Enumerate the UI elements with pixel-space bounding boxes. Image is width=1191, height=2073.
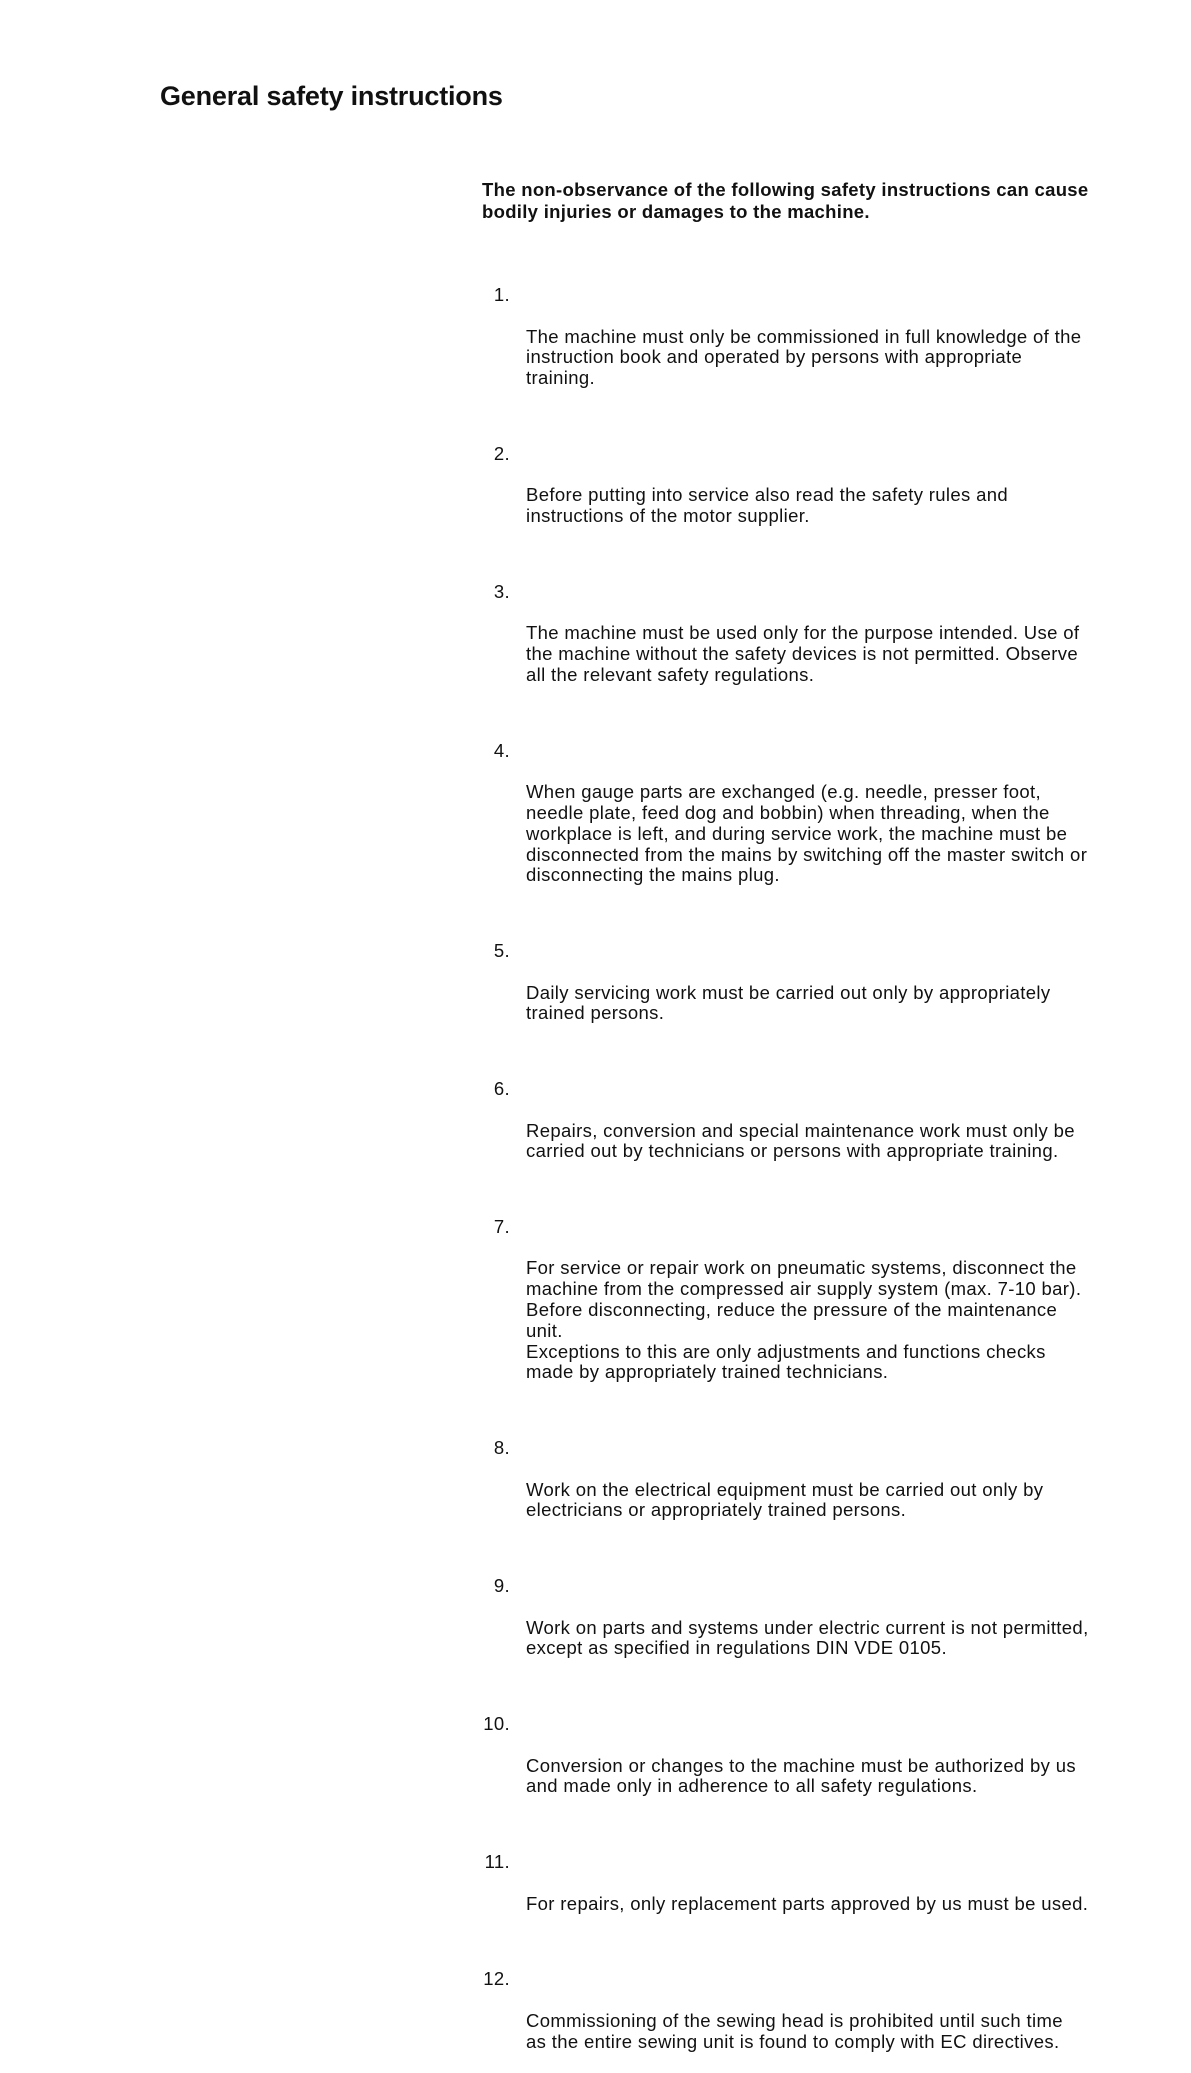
instruction-number: 7. — [493, 1215, 510, 1237]
instruction-text: Repairs, conversion and special maintenance work must only be carried out by technicians or persons with appropriate training. — [526, 1119, 1075, 1162]
instruction-item — [474, 1852, 1134, 1935]
instruction-item — [474, 582, 1134, 707]
instruction-text: Work on the electrical equipment must be carried out only by electricians or appropriately trained persons. — [526, 1478, 1044, 1521]
instruction-number: 4. — [493, 739, 510, 761]
instruction-item — [474, 1576, 1134, 1680]
instruction-item — [474, 285, 1134, 410]
instruction-number: 6. — [493, 1077, 510, 1099]
instruction-number: 11. — [484, 1851, 510, 1873]
instruction-item — [474, 1438, 1134, 1542]
page-title: General safety instructions — [160, 81, 503, 111]
instruction-item — [474, 1079, 1134, 1183]
instruction-number: 5. — [493, 939, 510, 961]
instruction-text: The machine must be used only for the purpose intended. Use of the machine without the safety devices is not permitted. Observe all the relevant safety regulations. — [526, 622, 1080, 685]
instruction-text: Before putting into service also read the safety rules and instructions of the motor supplier. — [526, 484, 1009, 527]
instruction-text: For repairs, only replacement parts approved by us must be used. — [526, 1892, 1089, 1914]
instruction-item — [474, 741, 1134, 907]
instruction-text: Daily servicing work must be carried out only by appropriately trained persons. — [526, 981, 1051, 1024]
instruction-text: The machine must only be commissioned in full knowledge of the instruction book and operated by persons with appropriate training. — [526, 325, 1082, 389]
safety-instructions-list — [474, 285, 1134, 2073]
instruction-text: When gauge parts are exchanged (e.g. needle, presser foot, needle plate, feed dog and bobbin) when threading, when the workplace is left, and during service work, the machine must be disconnected from the mains by switching off the master switch or disconnecting the mains plug. — [526, 781, 1088, 886]
instruction-item — [474, 941, 1134, 1045]
instruction-number: 9. — [493, 1575, 510, 1597]
instruction-text: For service or repair work on pneumatic systems, disconnect the machine from the compressed air supply system (max. 7-10 bar). Before disconnecting, reduce the pressure of the maintenance unit. Exceptions to this are only adjustments and functions checks made by appropriately trained technicians. — [526, 1257, 1082, 1383]
instruction-number: 12. — [483, 1968, 510, 1990]
instruction-number: 1. — [493, 284, 510, 305]
instruction-number: 2. — [493, 442, 510, 464]
instruction-number: 8. — [493, 1437, 510, 1459]
instruction-item — [474, 1969, 1134, 2073]
safety-warning-intro: The non-observance of the following safety instructions can cause bodily injuries or damages to the machine. — [482, 179, 1089, 222]
instruction-text: Conversion or changes to the machine must be authorized by us and made only in adherence to all safety regulations. — [526, 1754, 1076, 1797]
instruction-number: 10. — [483, 1713, 510, 1735]
instruction-item — [474, 1217, 1134, 1404]
instruction-item — [474, 1714, 1134, 1818]
instruction-text: Commissioning of the sewing head is prohibited until such time as the entire sewing unit is found to comply with EC directives. — [526, 2009, 1063, 2052]
instruction-text: Work on parts and systems under electric current is not permitted, except as specified in regulations DIN VDE 0105. — [526, 1616, 1089, 1659]
instruction-number: 3. — [493, 580, 510, 602]
instruction-item — [474, 444, 1134, 548]
